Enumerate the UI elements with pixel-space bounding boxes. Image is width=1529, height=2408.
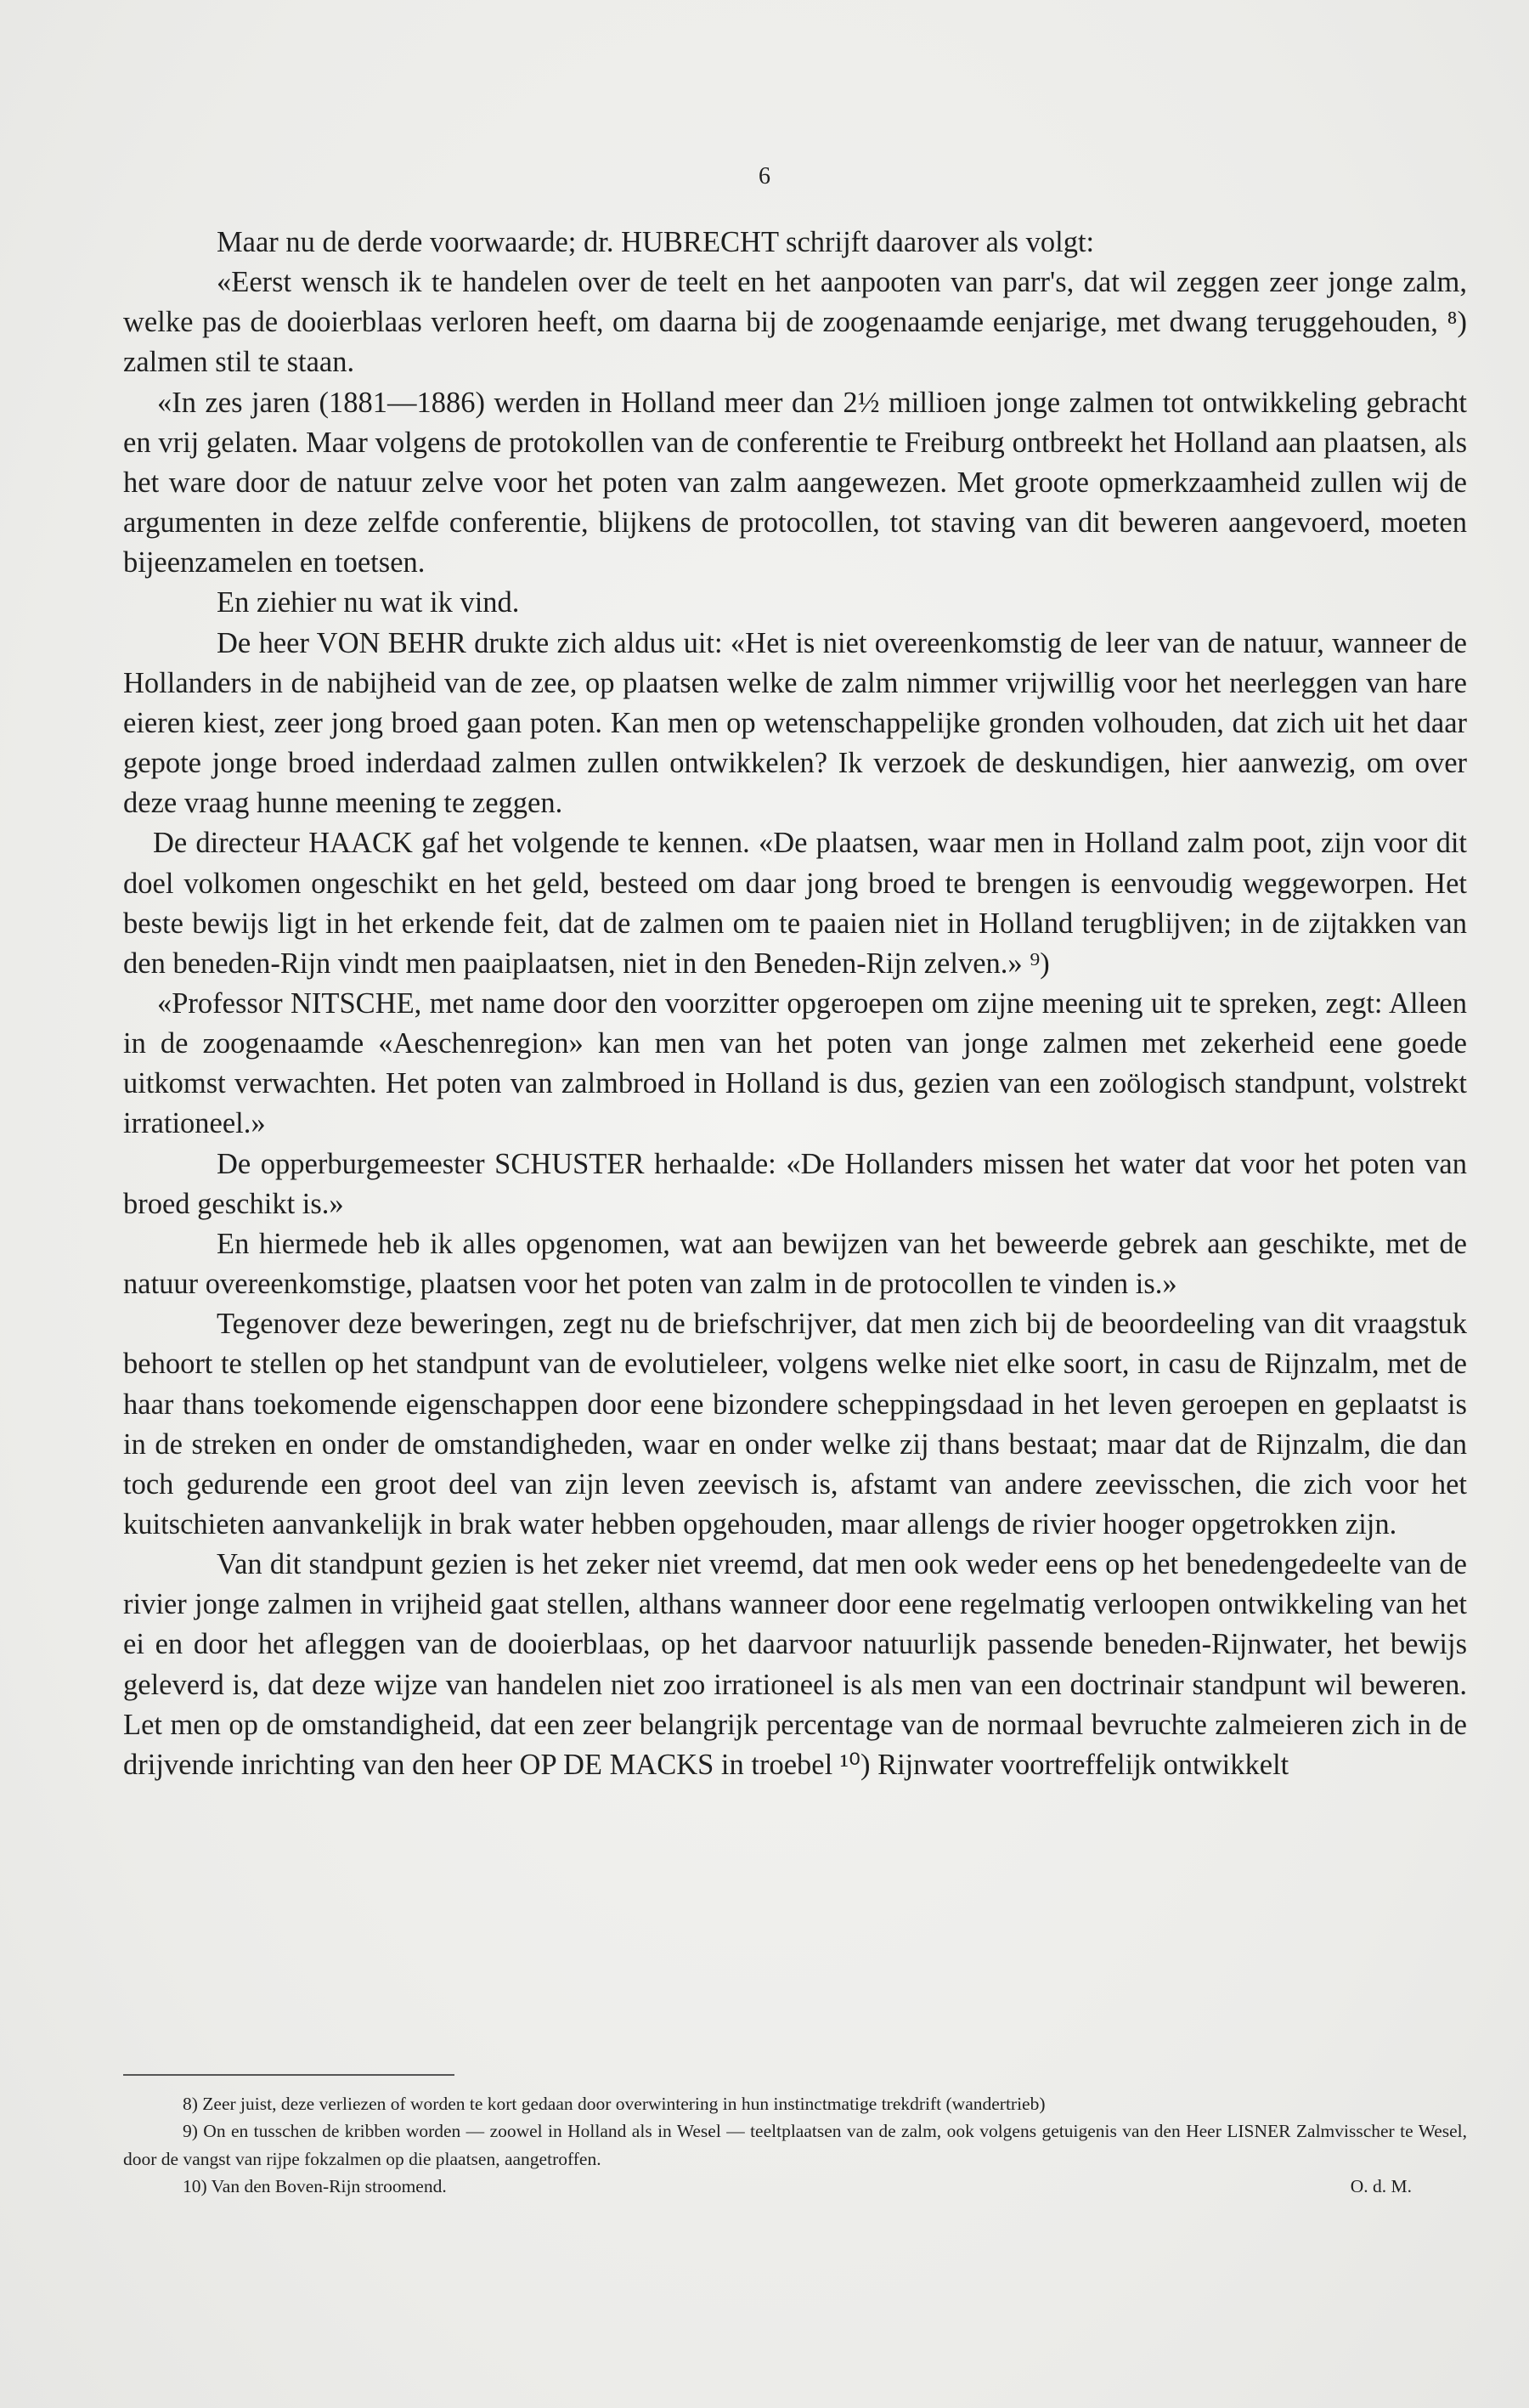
paragraph: Maar nu de derde voorwaarde; dr. HUBRECHT schrijft daarover als volgt: xyxy=(217,226,1095,258)
paragraph: En hiermede heb ik alles opgenomen, wat aan bewijzen van het beweerde gebrek aan geschikte, met de natuur overeenkomstige, plaatsen voor het poten van zalm in de protocollen te vinden is.» xyxy=(123,1227,1467,1301)
paragraph: «Eerst wensch ik te handelen over de teelt en het aanpooten van parr's, dat wil zeggen zeer jonge zalm, welke pas de dooierblaas verloren heeft, om daarna bij de zoogenaamde eenjarige, met dwang teruggehouden, ⁸) zalmen stil te staan. xyxy=(123,266,1467,379)
paragraph: De directeur HAACK gaf het volgende te kennen. «De plaatsen, waar men in Holland zalm poot, zijn voor dit doel volkomen ongeschikt en het geld, besteed om daar jong broed te brengen is eenvoudig weggeworpen. Het beste bewijs ligt in het erkende feit, dat de zalmen om te paaien niet in Holland terugblijven; in de zijtakken van den beneden-Rijn vindt men paaiplaatsen, niet in den Beneden-Rijn zelven.» ⁹) xyxy=(123,827,1467,980)
paragraph: «In zes jaren (1881—1886) werden in Holland meer dan 2½ millioen jonge zalmen tot ontwikkeling gebracht en vrij gelaten. Maar volgens de protokollen van de conferentie te Freiburg ontbreekt het Holland aan plaatsen, als het ware door de natuur zelve voor het poten van zalm aangewezen. Met groote opmerkzaamheid zullen wij de argumenten in deze zelfde conferentie, blijkens de protocollen, tot staving van dit beweren aangevoerd, moeten bijeenzamelen en toetsen. xyxy=(123,386,1467,579)
paragraph: En ziehier nu wat ik vind. xyxy=(217,586,520,619)
paragraph: Van dit standpunt gezien is het zeker niet vreemd, dat men ook weder eens op het benedengedeelte van de rivier jonge zalmen in vrijheid gaat stellen, althans wanneer door eene regelmatig verloopen ontwikkeling van het ei en door het afleggen van de dooierblaas, op het daarvoor natuurlijk passende beneden-Rijnwater, het bewijs geleverd is, dat deze wijze van handelen niet zoo irrationeel is als men van een doctrinair standpunt wil beweren. Let men op de omstandigheid, dat een zeer belangrijk percentage van de normaal bevruchte zalmeieren zich in de drijvende inrichting van den heer OP DE MACKS in troebel ¹⁰) Rijnwater voortreffelijk ontwikkelt xyxy=(123,1548,1467,1781)
paragraph: De opperburgemeester SCHUSTER herhaalde: «De Hollanders missen het water dat voor het poten van broed geschikt is.» xyxy=(123,1147,1467,1220)
footnote-10-row xyxy=(123,2173,1467,2200)
footnote-9: 9) On en tusschen de kribben worden — zoowel in Holland als in Wesel — teeltplaatsen van de zalm, ook volgens getuigenis van den Heer LISNER Zalmvisscher te Wesel, door de vangst van rijpe fokzalmen op die plaatsen, aangetroffen. xyxy=(123,2121,1467,2169)
footnote-8: 8) Zeer juist, deze verliezen of worden te kort gedaan door overwintering in hun instinctmatige trekdrift (wandertrieb) xyxy=(183,2094,1046,2114)
paragraph: De heer VON BEHR drukte zich aldus uit: «Het is niet overeenkomstig de leer van de natuur, wanneer de Hollanders in de nabijheid van de zee, op plaatsen welke de zalm nimmer vrijwillig voor het neerleggen van hare eieren kiest, zeer jong broed gaan poten. Kan men op wetenschappelijke gronden volhouden, dat zich uit het daar gepote jonge broed inderdaad zalmen zullen ontwikkelen? Ik verzoek de deskundigen, hier aanwezig, om over deze vraag hunne meening te zeggen. xyxy=(123,626,1467,820)
page-number: 6 xyxy=(759,163,770,189)
paragraph: Tegenover deze beweringen, zegt nu de briefschrijver, dat men zich bij de beoordeeling van dit vraagstuk behoort te stellen op het standpunt van de evolutieleer, volgens welke niet elke soort, in casu de Rijnzalm, met de haar thans toekomende eigenschappen door eene bizondere scheppingsdaad in het leven geroepen en geplaatst is in de streken en onder de omstandigheden, waar en onder welke zij thans bestaat; maar dat de Rijnzalm, die dan toch gedurende een groot deel van zijn leven zeevisch is, afstamt van andere zeevisschen, die zich voor het kuitschieten aanvankelijk in brak water hebben opgehouden, maar allengs de rivier hooger opgetrokken zijn. xyxy=(123,1308,1467,1540)
footnote-divider xyxy=(123,2074,454,2076)
paragraph: «Professor NITSCHE, met name door den voorzitter opgeroepen om zijne meening uit te spreken, zegt: Alleen in de zoogenaamde «Aeschenregion» kan men van het poten van jonge zalmen met zekerheid eene goede uitkomst verwachten. Het poten van zalmbroed in Holland is dus, gezien van een zoölogisch standpunt, volstrekt irrationeel.» xyxy=(123,986,1467,1140)
footnotes xyxy=(123,2090,1467,2201)
body-text xyxy=(123,223,1467,1785)
footnote-10: 10) Van den Boven-Rijn stroomend. xyxy=(183,2176,447,2197)
footnote-signature: O. d. M. xyxy=(1350,2176,1412,2197)
